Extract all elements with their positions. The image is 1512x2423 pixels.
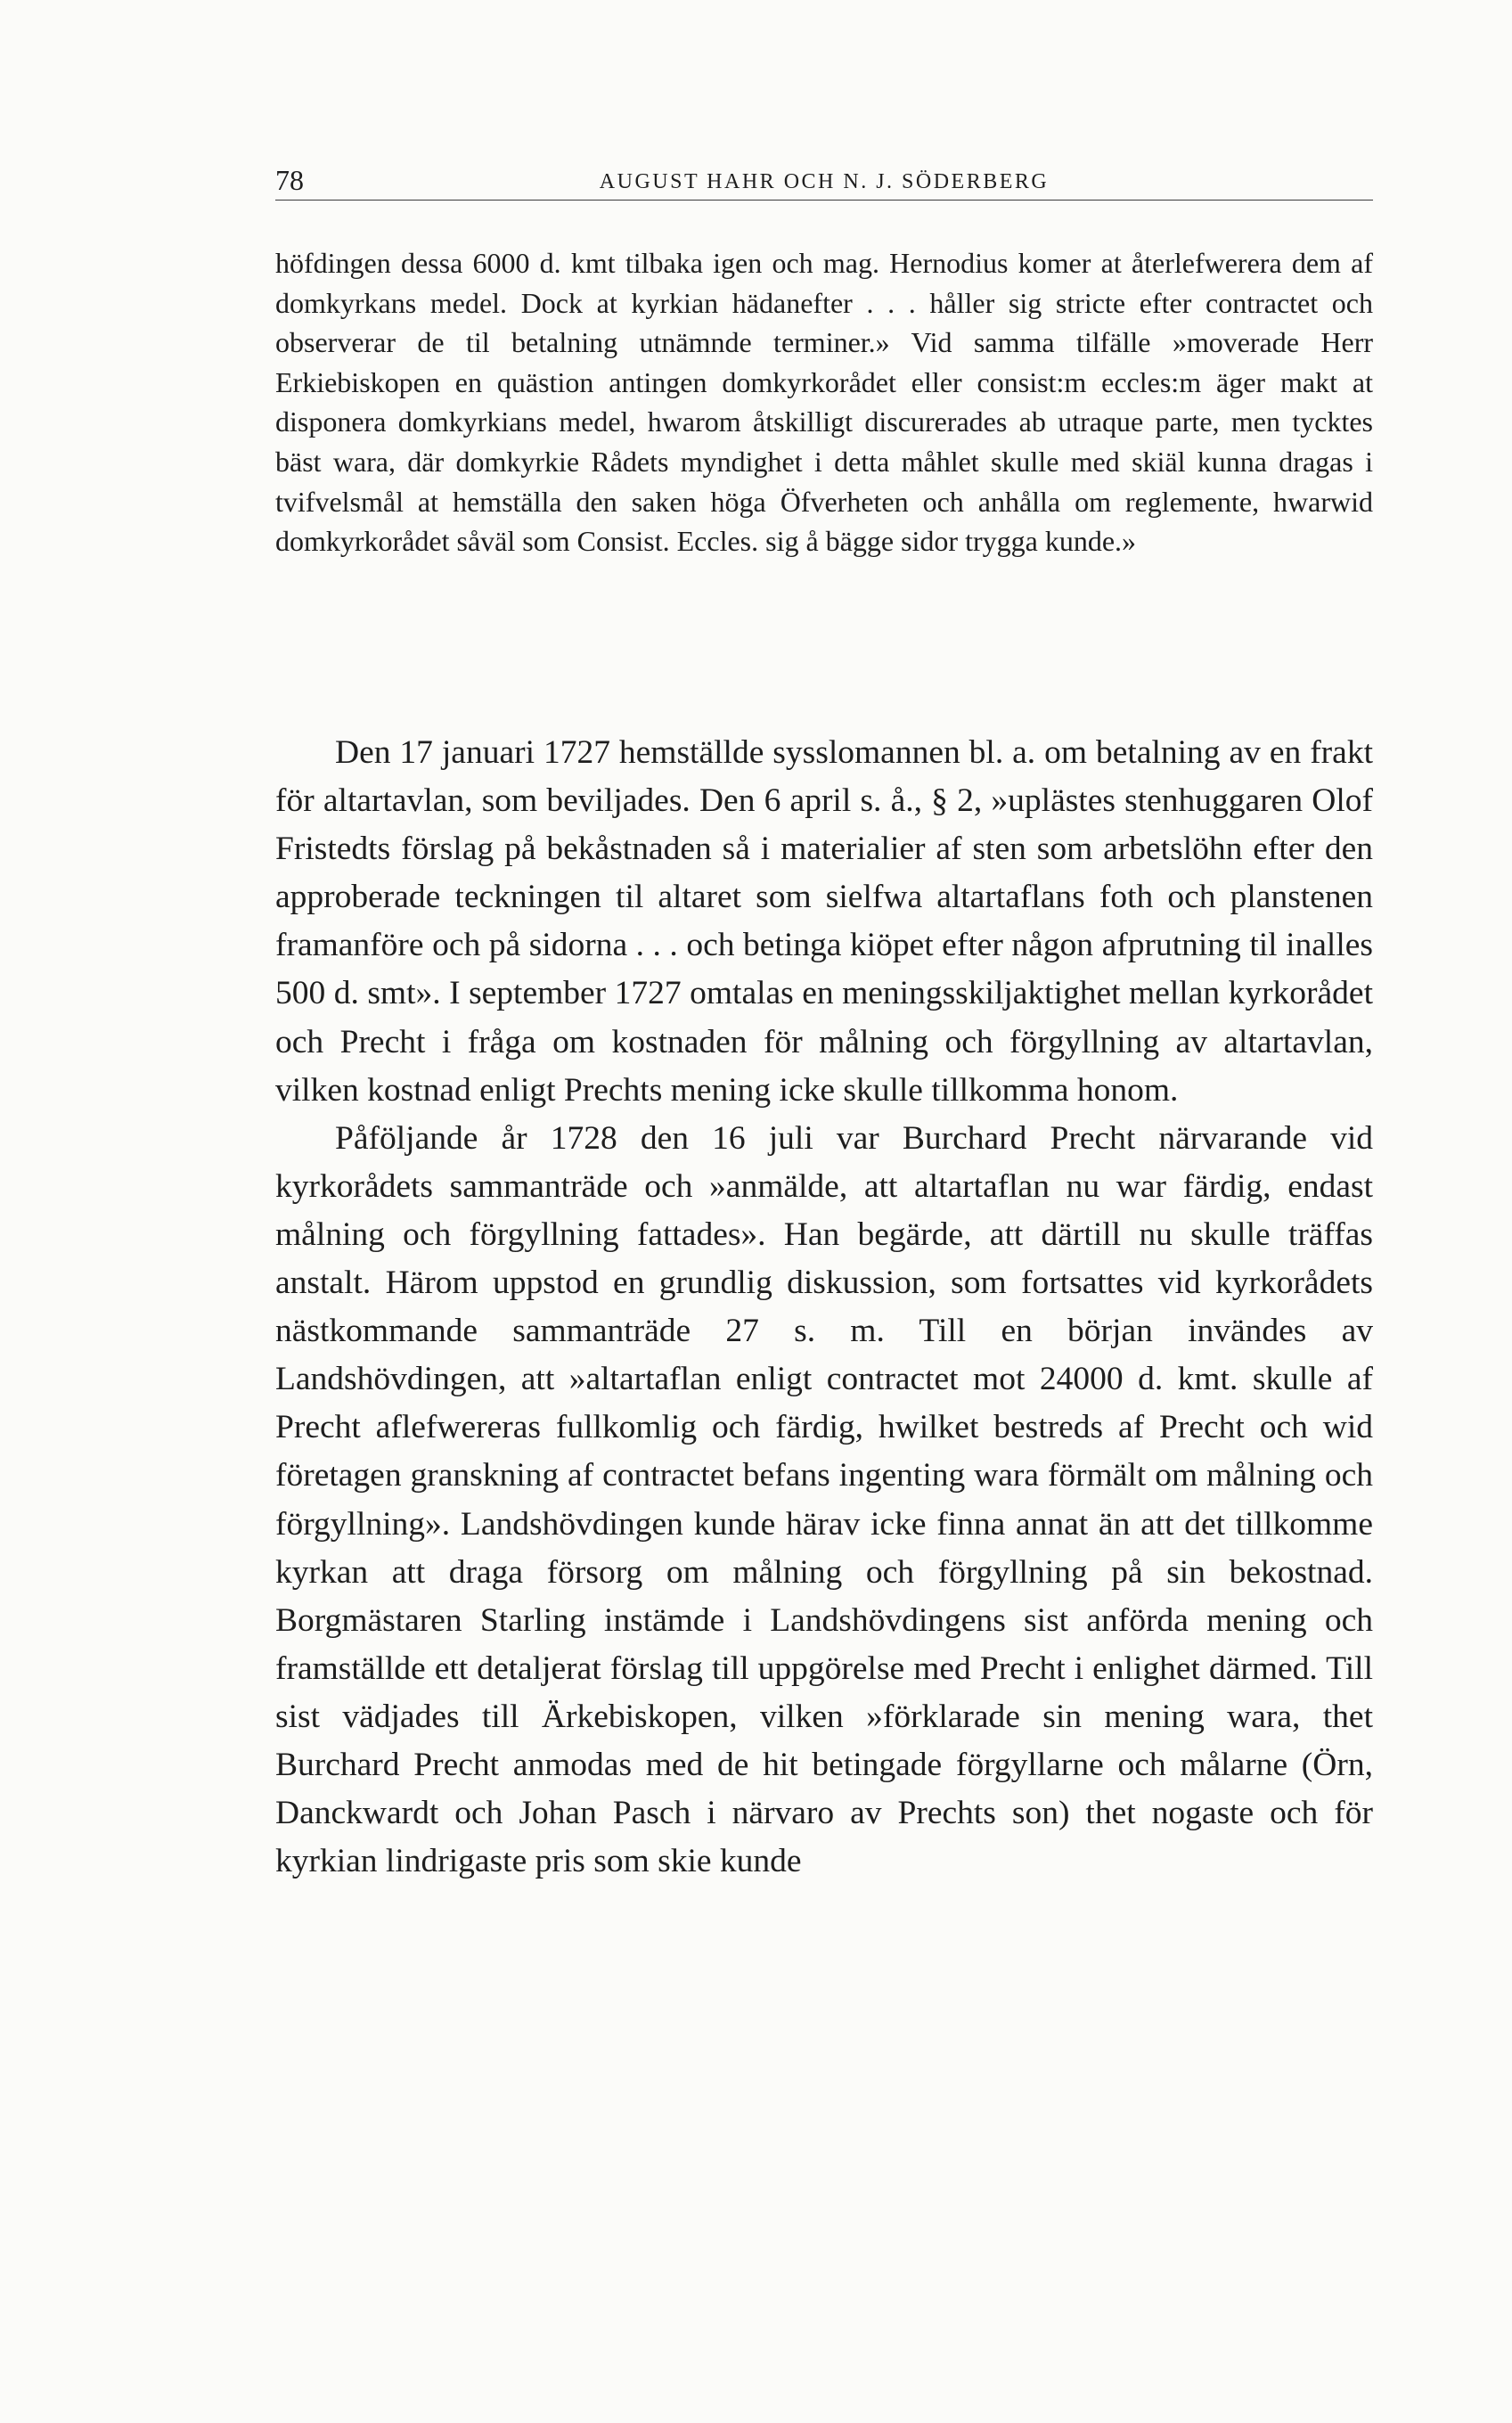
body-text	[275, 729, 1373, 1886]
running-head: AUGUST HAHR OCH N. J. SÖDERBERG	[599, 170, 1050, 193]
block-quote: höfdingen dessa 6000 d. kmt tilbaka igen och mag. Hernodius komer at återlefwerera dem af domkyrkans medel. Dock at kyrkian hädanefter . . . håller sig stricte efter contractet och observerar de til betalning utnämnde terminer.» Vid samma tilfälle »moverade Herr Erkiebiskopen en quästion antingen domkyrkorådet eller consist:m eccles:m äger makt at disponera domkyrkians medel, hwarom åtskilligt discurerades ab utraque parte, men tycktes bäst wara, där domkyrkie Rådets myndighet i detta måhlet skulle med skiäl kunna dragas i tvifvelsmål at hemställa den saken höga Öfverheten och anhålla om reglemente, hwarwid domkyrkorådet såväl som Consist. Eccles. sig å bägge sidor trygga kunde.»	[275, 247, 1373, 558]
paragraph: Påföljande år 1728 den 16 juli var Burchard Precht närvarande vid kyrkorådets sammanträde och »anmälde, att altartaflan nu war färdig, endast målning och förgyllning fattades». Han begärde, att därtill nu skulle träffas anstalt. Härom uppstod en grundlig diskussion, som fortsattes vid kyrkorådets nästkommande sammanträde 27 s. m. Till en början invändes av Landshövdingen, att »altartaflan enligt contractet mot 24000 d. kmt. skulle af Precht aflefwereras fullkomlig och färdig, hwilket bestreds af Precht och wid företagen granskning af contractet befans ingenting wara förmält om målning och förgyllning». Landshövdingen kunde härav icke finna annat än att det tillkomme kyrkan att draga försorg om målning och förgyllning på sin bekostnad. Borgmästaren Starling instämde i Landshövdingens sist anförda mening och framställde ett detaljerat förslag till uppgörelse med Precht i enlighet därmed. Till sist vädjades till Ärkebiskopen, vilken »förklarade sin mening wara, thet Burchard Precht anmodas med de hit betingade förgyllarne och målarne (Örn, Danckwardt och Johan Pasch i närvaro av Prechts son) thet nogaste och för kyrkian lindrigaste pris som skie kunde	[275, 1119, 1373, 1880]
page-header	[275, 153, 1373, 201]
paragraph: Den 17 januari 1727 hemställde sysslomannen bl. a. om betalning av en frakt för altartavlan, som beviljades. Den 6 april s. å., § 2, »uplästes stenhuggaren Olof Fristedts förslag på bekåstnaden så i materialier af sten som arbetslöhn efter den approberade teckningen til altaret som sielfwa altartaflans foth och planstenen framanföre och på sidorna . . . och betinga kiöpet efter någon afprutning til inalles 500 d. smt». I september 1727 omtalas en meningsskiljaktighet mellan kyrkorådet och Precht i fråga om kostnaden för målning och förgyllning av altartavlan, vilken kostnad enligt Prechts mening icke skulle tillkomma honom.	[275, 734, 1373, 1109]
page-number: 78	[275, 164, 304, 196]
